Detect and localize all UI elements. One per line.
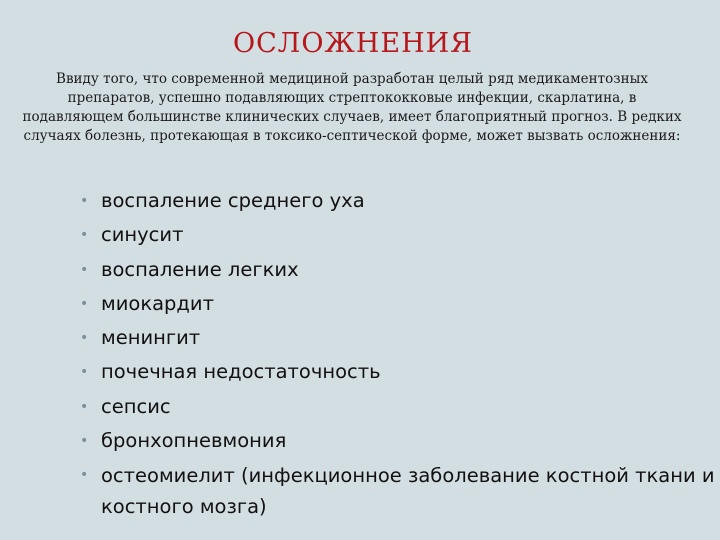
list-item: [0, 355, 720, 389]
list-item: [0, 184, 720, 218]
bullet-icon: •: [80, 227, 89, 244]
bullet-icon: •: [80, 467, 89, 484]
list-item-text: миокардит: [101, 291, 214, 315]
list-item: [0, 321, 720, 355]
list-item-text: бронхопневмония: [101, 429, 287, 453]
slide-title: ОСЛОЖНЕНИЯ: [233, 28, 473, 59]
list-item-text: остеомиелит (инфекционное заболевание костной ткани и костного мозга): [101, 464, 715, 519]
list-item: [0, 218, 720, 252]
bullet-icon: •: [80, 364, 89, 381]
list-item-text: почечная недостаточность: [101, 360, 381, 384]
list-item: [0, 287, 720, 321]
list-item-text: воспаление среднего уха: [101, 189, 365, 212]
complications-list: [0, 184, 720, 522]
list-item: [0, 253, 720, 287]
list-item-text: сепсис: [101, 394, 171, 418]
bullet-icon: •: [80, 398, 89, 415]
list-item: [0, 424, 720, 458]
bullet-icon: •: [80, 261, 89, 278]
bullet-icon: •: [80, 330, 89, 347]
bullet-icon: •: [80, 433, 89, 450]
bullet-icon: •: [80, 295, 89, 312]
list-item: [0, 390, 720, 424]
list-item-text: синусит: [101, 223, 184, 247]
bullet-icon: •: [80, 193, 89, 209]
list-item-text: воспаление легких: [101, 257, 299, 281]
list-item-text: менингит: [101, 326, 201, 350]
list-item: [0, 460, 720, 522]
intro-paragraph: Ввиду того, что современной медициной разработан целый ряд медикаментозных препаратов, успешно подавляющих стрептококковые инфекции, скарлатина, в подавляющем большинстве клинических случаев, имеет благоприятный прогноз. В редких случаях болезнь, протекающая в токсико-септической форме, может вызвать осложнения:: [22, 71, 682, 144]
